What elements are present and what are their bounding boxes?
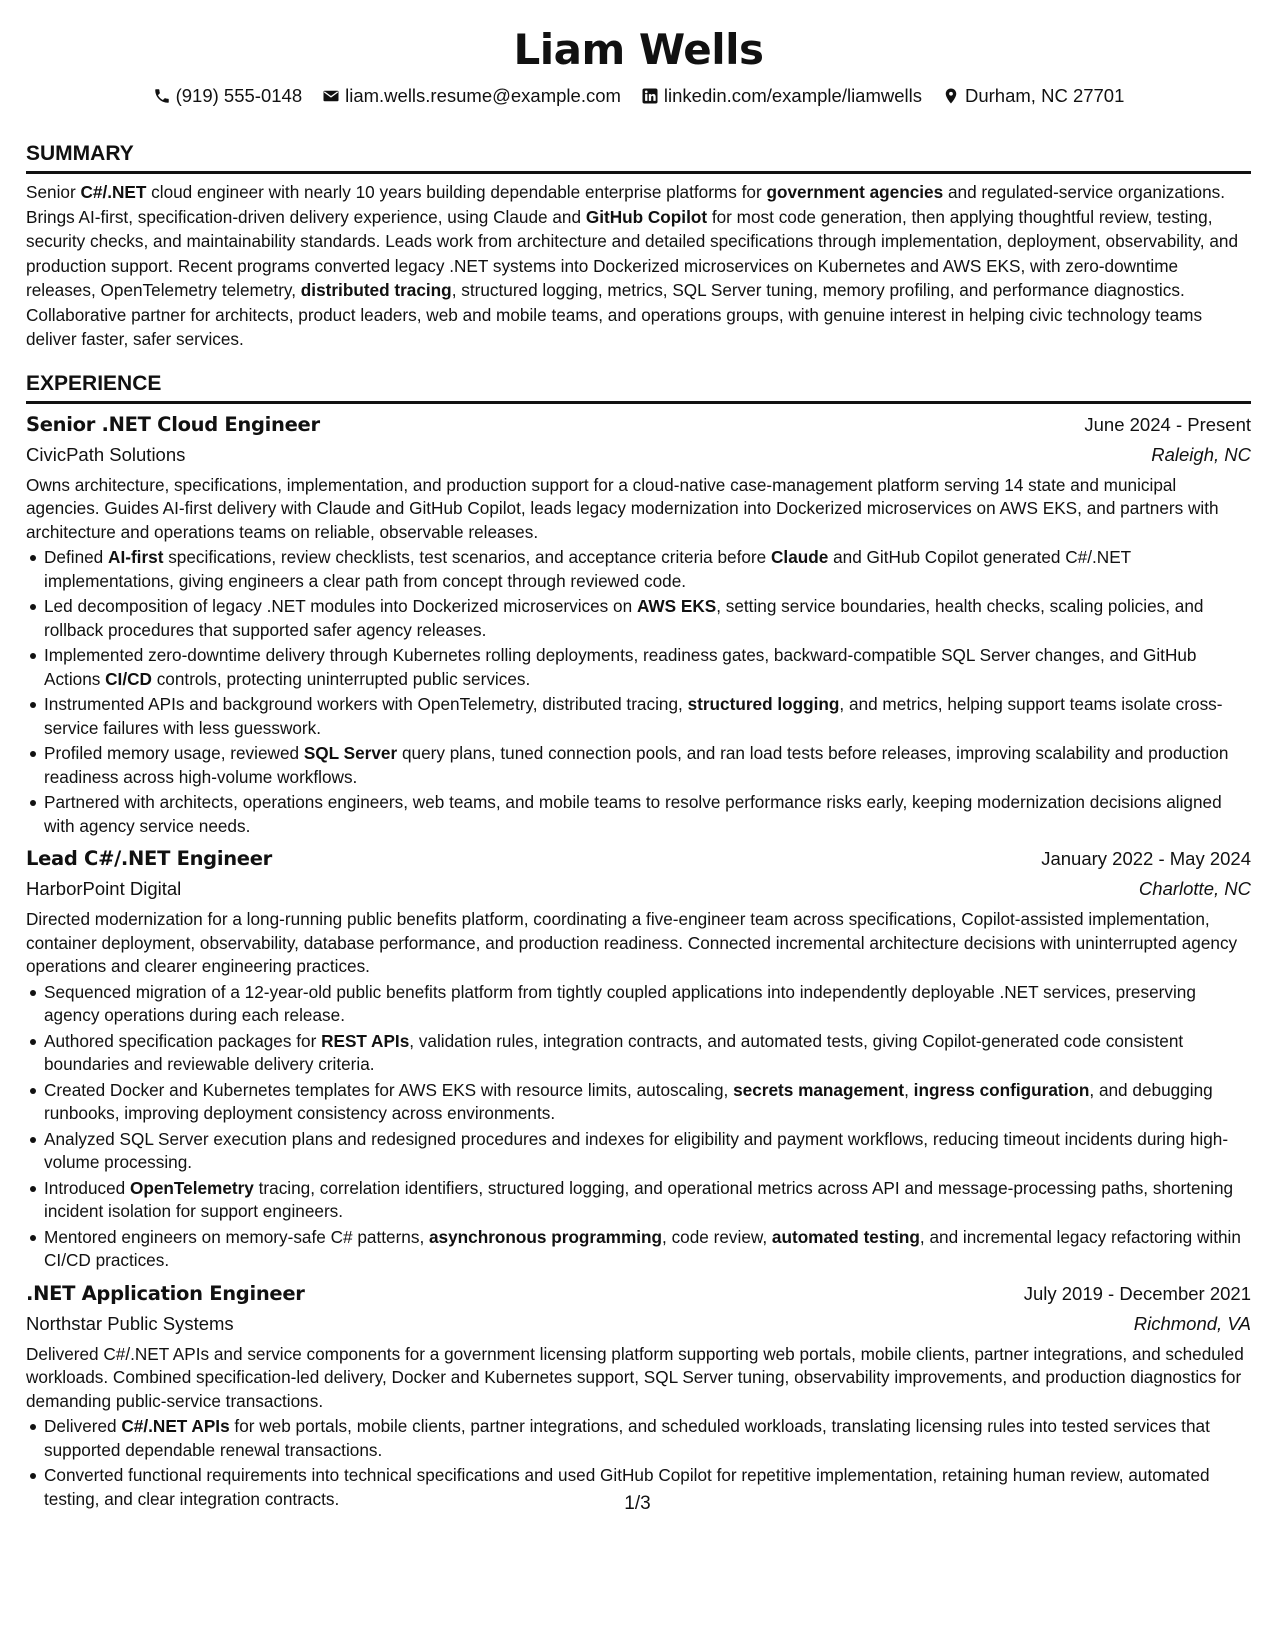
job-description: Owns architecture, specifications, implementation, and production support for a cloud-native case-management platform serving 14 state and municipal agencies. Guides AI-first delivery with Claude and GitHub Copilot, leads legacy modernization into Dockerized microservices on AWS EKS, and partners with architecture and operations teams on reliable, observable releases.: [26, 474, 1219, 542]
contact-location: [942, 84, 1124, 108]
contact-location-text: Durham, NC 27701: [965, 85, 1125, 106]
experience-list: [26, 410, 1251, 1512]
job-subheader: [26, 874, 1251, 904]
bullet-item: Led decomposition of legacy .NET modules into Dockerized microservices on AWS EKS, setting service boundaries, health checks, scaling policies, and rollback procedures that supported safer agency releases.: [44, 595, 1251, 642]
bold-keyword: government agencies: [766, 182, 944, 202]
envelope-icon: [322, 87, 340, 105]
candidate-name: Liam Wells: [513, 25, 764, 74]
job-subheader: [26, 1309, 1251, 1339]
phone-icon: [153, 87, 171, 105]
job-company: Northstar Public Systems: [26, 1312, 234, 1334]
job-entry: [26, 844, 1251, 1273]
job-header: [26, 410, 1251, 440]
bold-keyword: OpenTelemetry: [130, 1177, 254, 1198]
bold-keyword: secrets management: [733, 1079, 905, 1100]
bold-keyword: AI-first: [108, 547, 164, 567]
job-subheader: [26, 440, 1251, 470]
bullet-item: Authored specification packages for REST APIs, validation rules, integration contracts, and automated tests, giving Copilot-generated code consistent boundaries and reviewable delivery criteria.: [44, 1030, 1251, 1077]
bold-keyword: asynchronous programming: [429, 1226, 663, 1247]
job-company: CivicPath Solutions: [26, 443, 186, 465]
experience-heading: EXPERIENCE: [26, 371, 1251, 404]
job-dates: July 2019 - December 2021: [1023, 1282, 1251, 1304]
job-dates: January 2022 - May 2024: [1041, 848, 1251, 869]
contact-phone-text: (919) 555-0148: [175, 85, 303, 106]
job-location: Charlotte, NC: [1138, 878, 1251, 899]
job-header: [26, 844, 1251, 874]
linkedin-icon: [641, 87, 659, 105]
bullet-item: Introduced OpenTelemetry tracing, correlation identifiers, structured logging, and operational metrics across API and message-processing paths, shortening incident isolation for support engineers.: [44, 1177, 1251, 1224]
bullet-item: Instrumented APIs and background workers with OpenTelemetry, distributed tracing, structured logging, and metrics, helping support teams isolate cross-service failures with less guesswork.: [44, 693, 1251, 740]
bold-keyword: SQL Server: [303, 743, 398, 763]
bold-keyword: ingress configuration: [913, 1079, 1090, 1100]
job-location: Raleigh, NC: [1151, 443, 1251, 465]
bold-keyword: C#/.NET: [80, 182, 147, 202]
contact-bar: [26, 84, 1251, 108]
job-title: Senior .NET Cloud Engineer: [26, 412, 320, 436]
summary-text: Senior C#/.NET cloud engineer with nearly 10 years building dependable enterprise platforms for government agencies and regulated-service organizations. Brings AI-first, specification-driven delivery experience, using Claude and GitHub Copilot for most code generation, then applying thoughtful review, testing, security checks, and maintainability standards. Leads work from architecture and detailed specifications through implementation, deployment, observability, and production support. Recent programs converted legacy .NET systems into Dockerized microservices on Kubernetes and AWS EKS, with zero-downtime releases, OpenTelemetry telemetry, distributed tracing, structured logging, metrics, SQL Server tuning, memory profiling, and performance diagnostics. Collaborative partner for architects, product leaders, web and mobile teams, and operations groups, with genuine interest in helping civic technology teams deliver faster, safer services.: [26, 182, 1239, 349]
page-number: 1/3: [624, 1493, 651, 1514]
bullet-item: Defined AI-first specifications, review checklists, test scenarios, and acceptance criteria before Claude and GitHub Copilot generated C#/.NET implementations, giving engineers a clear path from concept through reviewed code.: [44, 546, 1251, 593]
job-title: Lead C#/.NET Engineer: [26, 847, 272, 870]
bold-keyword: C#/.NET APIs: [121, 1416, 230, 1436]
bold-keyword: automated testing: [771, 1226, 920, 1247]
bullet-item: Sequenced migration of a 12-year-old public benefits platform from tightly coupled applications into independently deployable .NET services, preserving agency operations during each release.: [44, 981, 1251, 1028]
job-company: HarborPoint Digital: [26, 878, 182, 899]
job-bullets: [26, 546, 1251, 838]
bullet-item: Delivered C#/.NET APIs for web portals, mobile clients, partner integrations, and scheduled workloads, translating licensing rules into tested services that supported dependable renewal transactions.: [44, 1415, 1251, 1462]
job-entry: [26, 1279, 1251, 1512]
contact-linkedin[interactable]: [641, 84, 922, 108]
summary-heading: SUMMARY: [26, 141, 1251, 174]
contact-phone[interactable]: [153, 84, 303, 108]
job-description: Directed modernization for a long-running public benefits platform, coordinating a five-engineer team across specifications, Copilot-assisted implementation, container deployment, observability, database performance, and production readiness. Connected incremental architecture decisions with uninterrupted agency operations and clearer engineering practices.: [26, 909, 1238, 976]
bold-keyword: REST APIs: [321, 1030, 410, 1051]
bullet-item: Profiled memory usage, reviewed SQL Server query plans, tuned connection pools, and ran load tests before releases, improving scalability and production readiness across high-volume workflows.: [44, 742, 1251, 789]
job-dates: June 2024 - Present: [1084, 413, 1251, 435]
job-bullets: [26, 981, 1251, 1273]
job-title: .NET Application Engineer: [26, 1281, 305, 1305]
bold-keyword: GitHub Copilot: [585, 206, 708, 227]
contact-email-text: liam.wells.resume@example.com: [345, 85, 621, 106]
bullet-item: Created Docker and Kubernetes templates for AWS EKS with resource limits, autoscaling, secrets management, ingress configuration, and debugging runbooks, improving deployment consistency across environments.: [44, 1079, 1251, 1126]
bold-keyword: Claude: [771, 547, 829, 567]
bullet-item: Partnered with architects, operations engineers, web teams, and mobile teams to resolve performance risks early, keeping modernization decisions aligned with agency service needs.: [44, 791, 1251, 838]
job-location: Richmond, VA: [1133, 1312, 1251, 1334]
job-description: Delivered C#/.NET APIs and service components for a government licensing platform supporting web portals, mobile clients, partner integrations, and scheduled workloads. Combined specification-led delivery, Docker and Kubernetes support, SQL Server tuning, observability improvements, and production diagnostics for demanding public-service transactions.: [26, 1343, 1244, 1411]
contact-linkedin-text: linkedin.com/example/liamwells: [663, 85, 922, 106]
bold-keyword: CI/CD: [105, 668, 152, 689]
job-header: [26, 1279, 1251, 1309]
bold-keyword: distributed tracing: [300, 280, 452, 300]
job-entry: [26, 410, 1251, 839]
bullet-item: Implemented zero-downtime delivery through Kubernetes rolling deployments, readiness gates, backward-compatible SQL Server changes, and GitHub Actions CI/CD controls, protecting uninterrupted public services.: [44, 644, 1251, 691]
bullet-item: Analyzed SQL Server execution plans and redesigned procedures and indexes for eligibility and payment workflows, reducing timeout incidents during high-volume processing.: [44, 1128, 1251, 1175]
bullet-item: Mentored engineers on memory-safe C# patterns, asynchronous programming, code review, automated testing, and incremental legacy refactoring within CI/CD practices.: [44, 1226, 1251, 1273]
map-pin-icon: [942, 87, 960, 105]
bold-keyword: AWS EKS: [636, 596, 717, 616]
contact-email[interactable]: [322, 84, 621, 108]
resume-page: [26, 0, 1251, 1511]
bullet-item: Converted functional requirements into technical specifications and used GitHub Copilot for repetitive implementation, retaining human review, automated testing, and clear integration contracts.: [44, 1464, 1251, 1511]
bold-keyword: structured logging: [687, 694, 840, 714]
